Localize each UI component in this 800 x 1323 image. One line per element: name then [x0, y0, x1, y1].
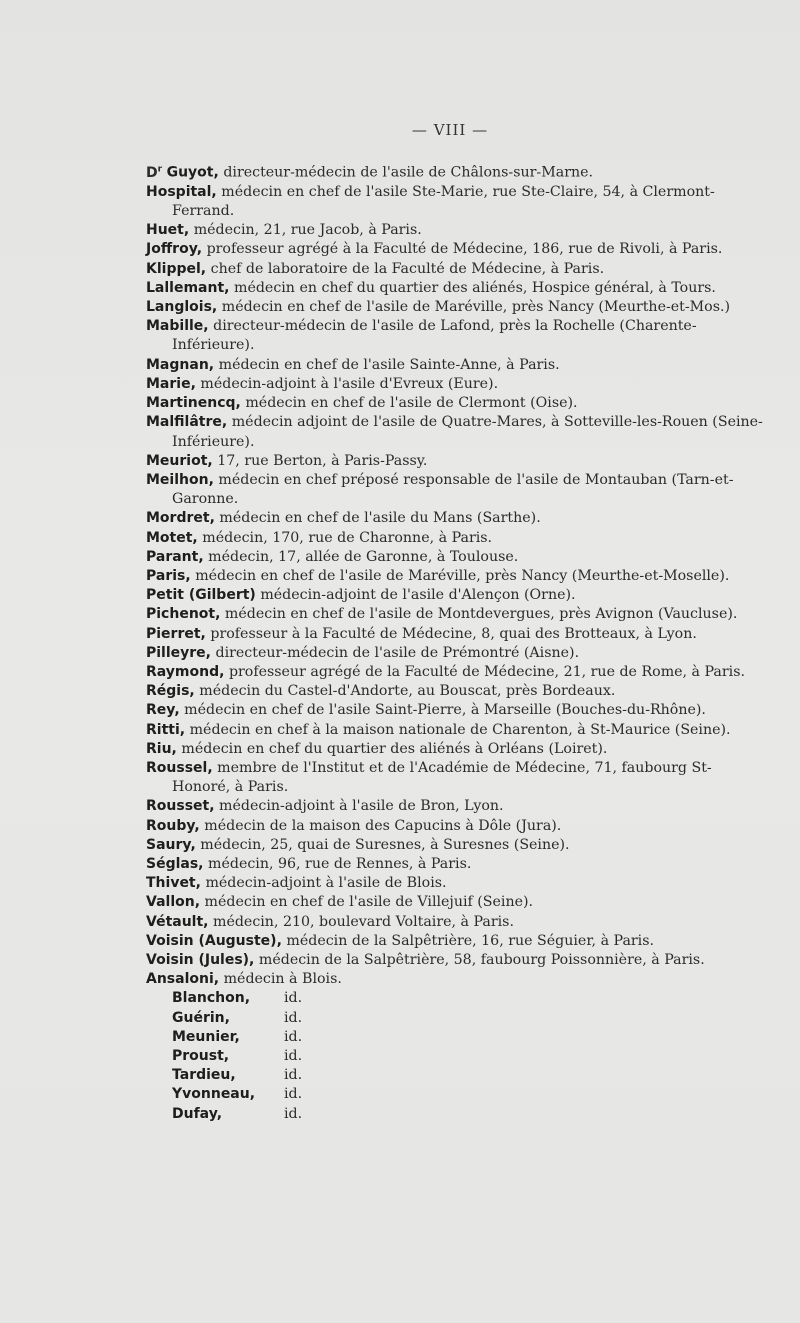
list-entry: [146, 759, 766, 797]
entry-name: Huet,: [146, 222, 190, 239]
entry-name: Rousset,: [146, 798, 215, 815]
list-entry: [146, 605, 766, 624]
entry-name: Blanchon,: [172, 990, 251, 1007]
entry-text: id.: [284, 1105, 303, 1122]
entry-name: Petit (Gilbert): [146, 587, 256, 604]
entry-name: Marie,: [146, 375, 196, 392]
list-entry: [146, 970, 766, 989]
list-entry: [146, 1047, 766, 1066]
entry-name: Vallon,: [146, 894, 201, 911]
entry-text: médecin de la Salpêtrière, 58, faubourg Poissonnière, à Paris.: [254, 951, 705, 968]
entry-name: Voisin (Auguste),: [146, 932, 282, 949]
entry-name: Meuriot,: [146, 452, 213, 469]
entry-text: médecin, 210, boulevard Voltaire, à Paris.: [208, 913, 514, 930]
entry-text: médecin en chef de l'asile Saint-Pierre, à Marseille (Bouches-du-Rhône).: [179, 702, 706, 719]
entry-text: id.: [284, 990, 303, 1007]
entry-name: Paris,: [146, 567, 191, 584]
entry-text: id.: [284, 1028, 303, 1045]
entry-name: Martinencq,: [146, 395, 241, 412]
entry-name: Tardieu,: [172, 1067, 236, 1084]
list-entry: [146, 529, 766, 548]
entry-text: médecin du Castel-d'Andorte, au Bouscat, près Bordeaux.: [194, 683, 616, 700]
entry-name: Klippel,: [146, 260, 207, 277]
entry-name: Guérin,: [172, 1009, 230, 1026]
entry-text: médecin en chef du quartier des aliénés, Hospice général, à Tours.: [229, 279, 716, 296]
entry-text: directeur-médecin de l'asile de Prémontré (Aisne).: [211, 644, 580, 661]
entry-text: id.: [284, 1086, 303, 1103]
entry-name: Ansaloni,: [146, 971, 220, 988]
entry-name: Guyot,: [166, 164, 219, 181]
entry-name: Meunier,: [172, 1028, 240, 1045]
entry-name: Magnan,: [146, 356, 215, 373]
entry-text: médecin à Blois.: [219, 971, 342, 988]
list-entry: [146, 893, 766, 912]
entry-text: médecin adjoint de l'asile de Quatre-Mares, à Sotteville-les-Rouen (Seine-Inférieure).: [172, 414, 763, 450]
title-prefix: $D^r$: [146, 164, 163, 181]
list-entry: [146, 1066, 766, 1085]
list-entry: [146, 413, 766, 451]
entry-name: Motet,: [146, 529, 198, 546]
entry-name: Pierret,: [146, 625, 206, 642]
list-entry: [146, 586, 766, 605]
entry-name: Mabille,: [146, 318, 209, 335]
list-entry: [146, 682, 766, 701]
list-entry: [146, 1085, 766, 1104]
entry-text: médecin de la maison des Capucins à Dôle (Jura).: [199, 817, 562, 834]
list-entry: [146, 317, 766, 355]
list-entry: [146, 855, 766, 874]
entry-name: Malfilâtre,: [146, 414, 228, 431]
entry-text: id.: [284, 1009, 303, 1026]
list-entry: [146, 356, 766, 375]
entry-text: médecin-adjoint à l'asile de Blois.: [200, 875, 447, 892]
entry-name: Pichenot,: [146, 606, 221, 623]
list-entry: [146, 721, 766, 740]
entry-text: médecin en chef à la maison nationale de Charenton, à St-Maurice (Seine).: [185, 721, 731, 738]
entry-name: Ritti,: [146, 721, 186, 738]
entry-text: médecin en chef de l'asile de Clermont (Oise).: [240, 395, 578, 412]
list-entry: [146, 240, 766, 259]
entry-text: membre de l'Institut et de l'Académie de Médecine, 71, faubourg St-Honoré, à Paris.: [172, 759, 712, 796]
list-entry: [146, 932, 766, 951]
entry-text: 17, rue Berton, à Paris-Passy.: [212, 452, 428, 469]
entry-name: Voisin (Jules),: [146, 951, 255, 968]
entry-text: médecin en chef de l'asile de Villejuif (Seine).: [200, 894, 534, 911]
list-entry: [146, 644, 766, 663]
entry-text: directeur-médecin de l'asile de Lafond, près la Rochelle (Charente-Inférieure).: [172, 318, 697, 354]
list-entry: [146, 1028, 766, 1047]
list-entry: [146, 817, 766, 836]
list-entry: [146, 298, 766, 317]
entry-text: médecin-adjoint à l'asile d'Evreux (Eure).: [195, 375, 499, 392]
entry-text: médecin en chef de l'asile de Maréville, près Nancy (Meurthe-et-Mos.): [217, 299, 731, 316]
list-entry: [146, 663, 766, 682]
entry-name: Pilleyre,: [146, 644, 211, 661]
entry-name: Riu,: [146, 740, 177, 757]
member-list: [146, 160, 766, 1124]
list-entry: [146, 797, 766, 816]
list-entry: [146, 836, 766, 855]
page-number: — VIII —: [411, 121, 489, 139]
entry-name: Régis,: [146, 683, 195, 700]
entry-text: médecin en chef de l'asile Sainte-Anne, à Paris.: [214, 356, 560, 373]
entry-text: médecin, 25, quai de Suresnes, à Suresnes (Seine).: [195, 836, 570, 853]
entry-name: Dufay,: [172, 1105, 223, 1122]
list-entry: [146, 625, 766, 644]
entry-name: Parant,: [146, 548, 204, 565]
entry-text: médecin, 96, rue de Rennes, à Paris.: [203, 855, 472, 872]
entry-text: id.: [284, 1048, 303, 1064]
list-entry: [146, 874, 766, 893]
entry-name: Lallemant,: [146, 279, 230, 296]
list-entry: [146, 221, 766, 240]
entry-name: Meilhon,: [146, 471, 214, 488]
entry-text: médecin en chef de l'asile de Montdevergues, près Avignon (Vaucluse).: [220, 606, 738, 623]
list-entry: [146, 951, 766, 970]
entry-name: Rouby,: [146, 817, 200, 834]
entry-name: Mordret,: [146, 510, 215, 527]
entry-text: médecin en chef du quartier des aliénés à Orléans (Loiret).: [176, 740, 608, 757]
list-entry: [146, 740, 766, 759]
list-entry: [146, 279, 766, 298]
entry-name: Langlois,: [146, 299, 218, 316]
entry-name: Rey,: [146, 702, 180, 719]
entry-text: professeur à la Faculté de Médecine, 8, quai des Brotteaux, à Lyon.: [205, 625, 697, 642]
entry-text: chef de laboratoire de la Faculté de Médecine, à Paris.: [206, 260, 605, 277]
list-entry: [146, 548, 766, 567]
list-entry: [146, 989, 766, 1008]
entry-text: médecin, 17, allée de Garonne, à Toulouse.: [203, 548, 519, 565]
entry-text: professeur agrégé à la Faculté de Médecine, 186, rue de Rivoli, à Paris.: [202, 241, 723, 258]
list-entry: [146, 375, 766, 394]
list-entry: [146, 1009, 766, 1028]
entry-text: médecin en chef préposé responsable de l'asile de Montauban (Tarn-et-Garonne.: [172, 471, 734, 508]
list-entry: [146, 701, 766, 720]
list-entry: [146, 183, 766, 221]
entry-text: médecin en chef de l'asile Ste-Marie, rue Ste-Claire, 54, à Clermont-Ferrand.: [172, 183, 715, 220]
list-entry: [146, 1105, 766, 1124]
entry-text: médecin-adjoint à l'asile de Bron, Lyon.: [214, 798, 504, 815]
entry-name: Joffroy,: [146, 241, 203, 258]
list-entry: [146, 509, 766, 528]
entry-name: Roussel,: [146, 759, 213, 776]
entry-text: id.: [284, 1067, 303, 1084]
entry-text: médecin, 170, rue de Charonne, à Paris.: [197, 529, 493, 546]
entry-name: Proust,: [172, 1048, 230, 1064]
entry-name: Vétault,: [146, 913, 209, 930]
entry-name: Thivet,: [146, 875, 201, 892]
entry-name: Raymond,: [146, 663, 225, 680]
entry-text: médecin en chef de l'asile du Mans (Sarthe).: [214, 510, 541, 527]
list-entry: [146, 567, 766, 586]
entry-text: directeur-médecin de l'asile de Châlons-sur-Marne.: [218, 164, 594, 181]
entry-name: Yvonneau,: [172, 1086, 256, 1103]
list-entry: [146, 913, 766, 932]
list-entry: [146, 452, 766, 471]
list-entry: [120, 160, 766, 183]
entry-text: médecin-adjoint de l'asile d'Alençon (Orne).: [255, 587, 576, 604]
entry-text: médecin en chef de l'asile de Maréville, près Nancy (Meurthe-et-Moselle).: [190, 567, 730, 584]
entry-text: médecin de la Salpêtrière, 16, rue Séguier, à Paris.: [281, 932, 655, 949]
entry-text: médecin, 21, rue Jacob, à Paris.: [189, 222, 422, 239]
entry-text: professeur agrégé de la Faculté de Médecine, 21, rue de Rome, à Paris.: [224, 663, 746, 680]
list-entry: [146, 471, 766, 509]
entry-name: Saury,: [146, 836, 196, 853]
entry-name: Hospital,: [146, 183, 217, 200]
list-entry: [146, 394, 766, 413]
entry-name: Séglas,: [146, 855, 204, 872]
list-entry: [146, 260, 766, 279]
